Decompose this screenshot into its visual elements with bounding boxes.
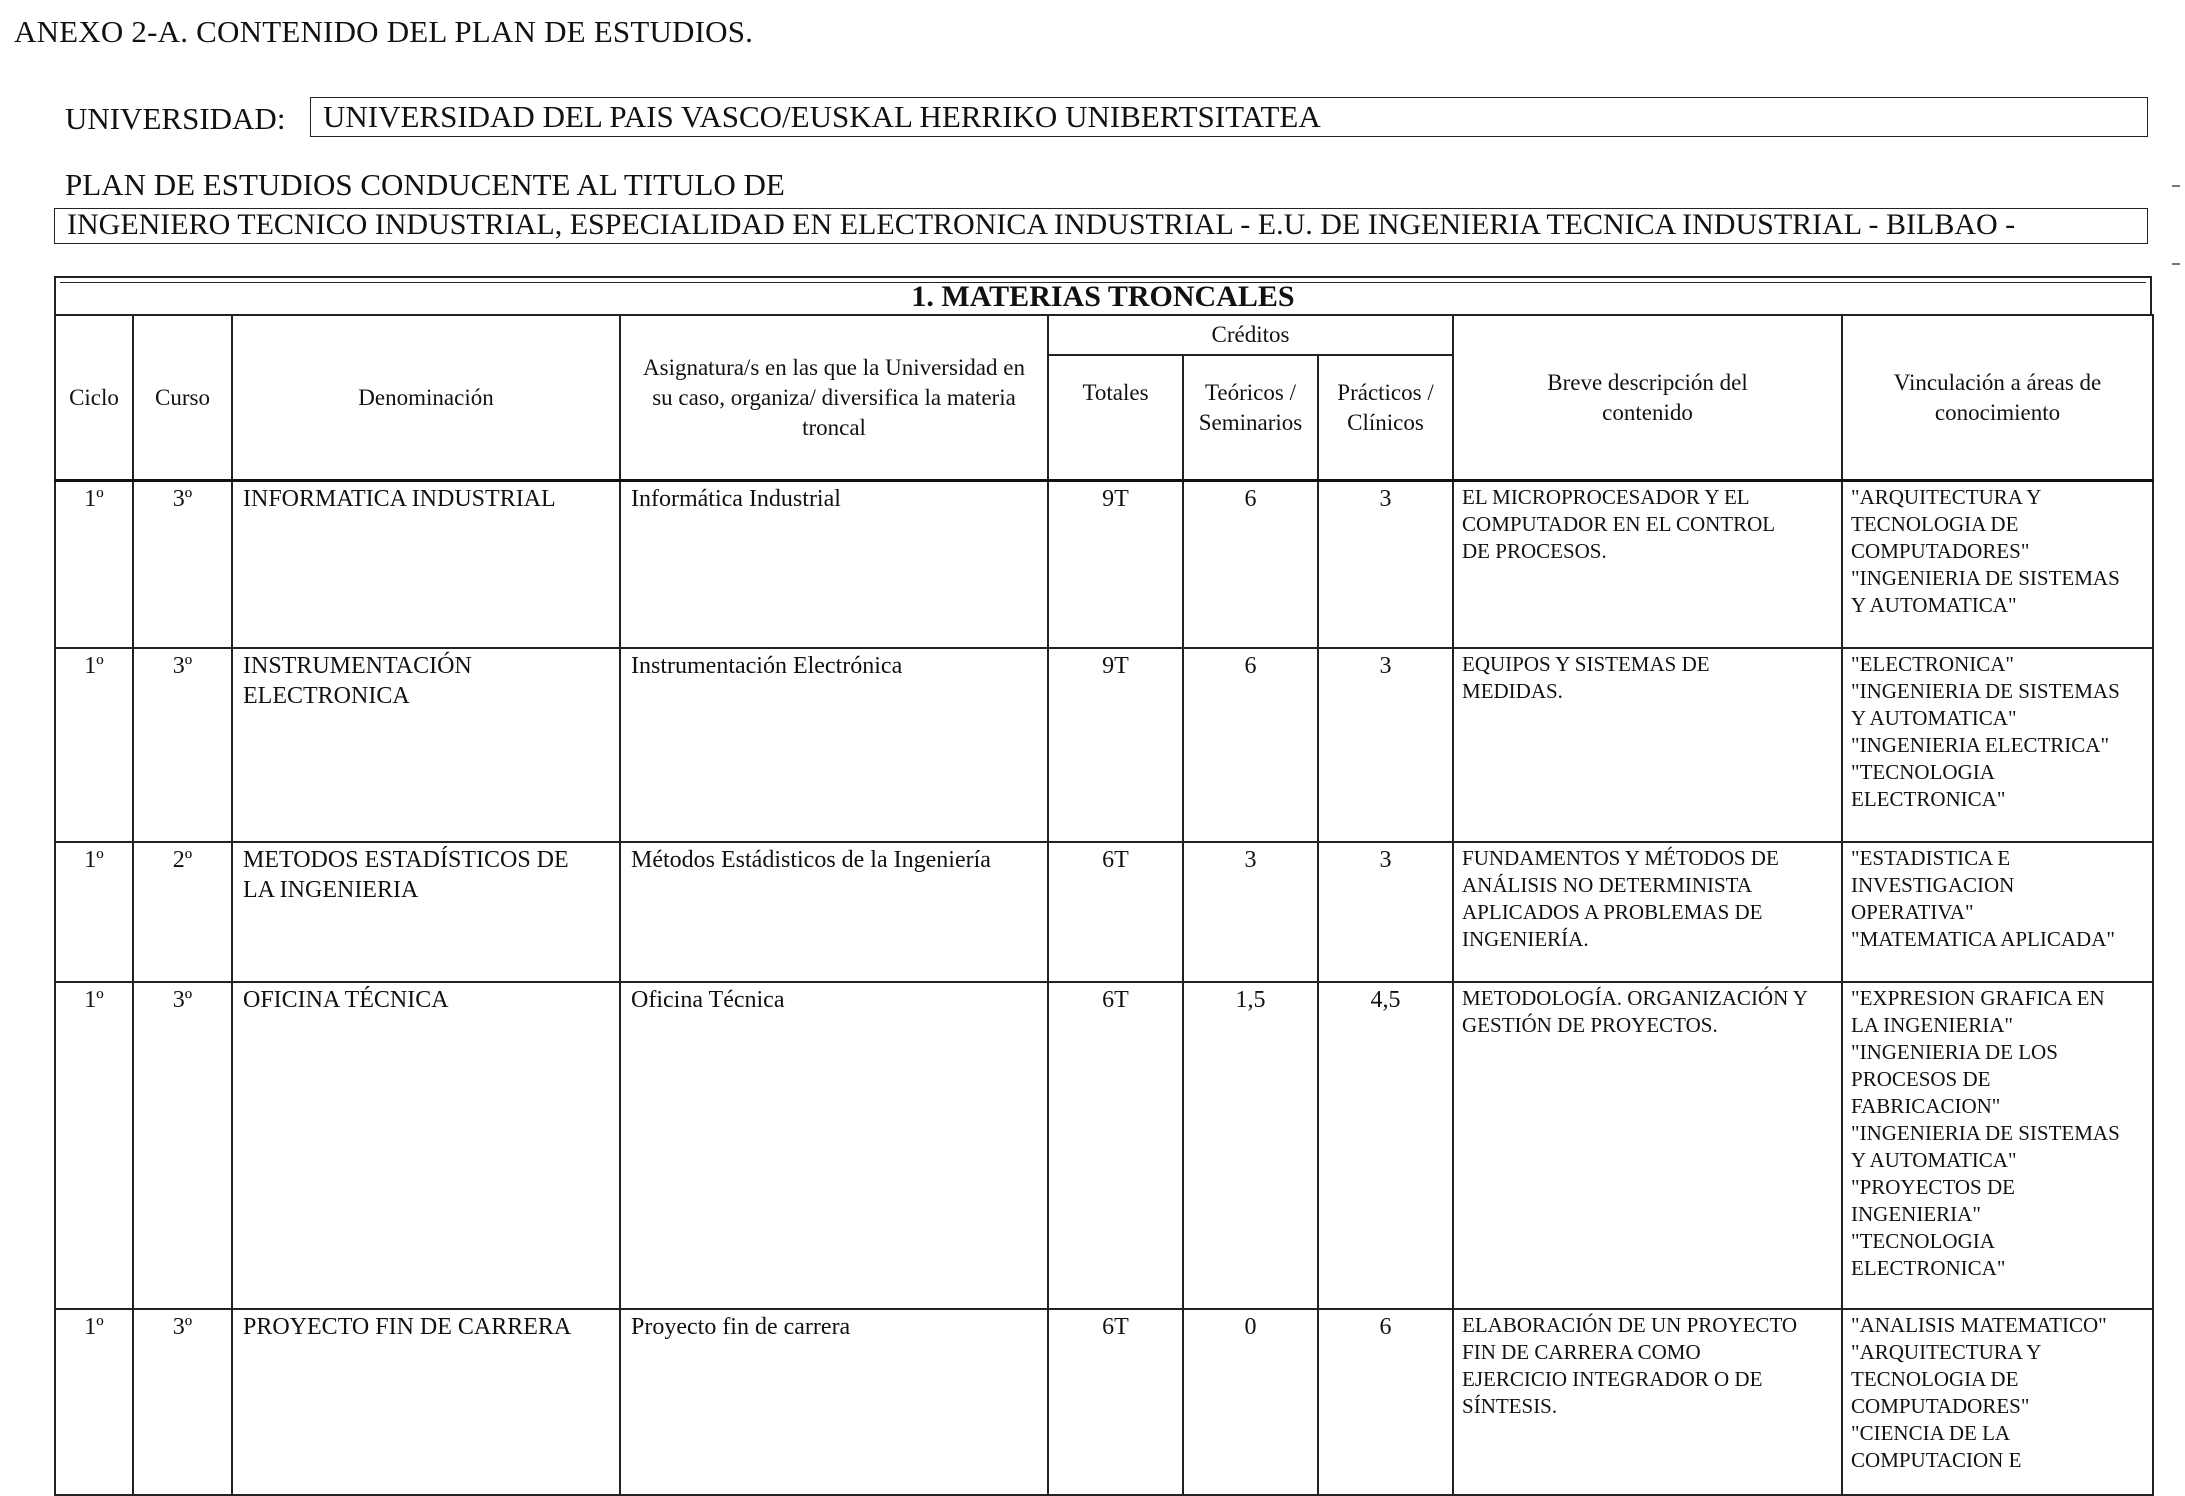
cell-teoricos: 6 xyxy=(1183,481,1318,649)
cell-curso: 2º xyxy=(133,842,232,982)
header-creditos: Créditos xyxy=(1048,315,1453,355)
table-row xyxy=(55,481,2153,649)
cell-vinculacion: "ARQUITECTURA Y TECNOLOGIA DE COMPUTADORES" "INGENIERIA DE SISTEMAS Y AUTOMATICA" xyxy=(1842,481,2153,649)
cell-practicos: 3 xyxy=(1318,648,1453,842)
margin-mark xyxy=(2172,185,2180,187)
table-row xyxy=(55,842,2153,982)
cell-teoricos: 1,5 xyxy=(1183,982,1318,1309)
margin-mark xyxy=(2172,263,2180,265)
cell-descripcion: EQUIPOS Y SISTEMAS DE MEDIDAS. xyxy=(1453,648,1842,842)
header-vinculacion: Vinculación a áreas de conocimiento xyxy=(1842,315,2153,481)
cell-curso: 3º xyxy=(133,1309,232,1495)
cell-denominacion: INFORMATICA INDUSTRIAL xyxy=(232,481,620,649)
cell-totales: 6T xyxy=(1048,842,1183,982)
cell-vinculacion: "ESTADISTICA E INVESTIGACION OPERATIVA" "MATEMATICA APLICADA" xyxy=(1842,842,2153,982)
cell-totales: 6T xyxy=(1048,982,1183,1309)
header-denominacion: Denominación xyxy=(232,315,620,481)
header-descripcion: Breve descripción del contenido xyxy=(1453,315,1842,481)
cell-ciclo: 1º xyxy=(55,982,133,1309)
cell-practicos: 6 xyxy=(1318,1309,1453,1495)
cell-teoricos: 6 xyxy=(1183,648,1318,842)
cell-ciclo: 1º xyxy=(55,842,133,982)
cell-ciclo: 1º xyxy=(55,1309,133,1495)
header-totales: Totales xyxy=(1048,355,1183,481)
cell-asignatura: Proyecto fin de carrera xyxy=(620,1309,1048,1495)
cell-asignatura: Informática Industrial xyxy=(620,481,1048,649)
cell-curso: 3º xyxy=(133,982,232,1309)
curriculum-table xyxy=(54,314,2154,1496)
cell-practicos: 4,5 xyxy=(1318,982,1453,1309)
universidad-row xyxy=(65,98,293,140)
header-curso: Curso xyxy=(133,315,232,481)
cell-vinculacion: "ANALISIS MATEMATICO" "ARQUITECTURA Y TECNOLOGIA DE COMPUTADORES" "CIENCIA DE LA COMPUTACION E xyxy=(1842,1309,2153,1495)
universidad-label: UNIVERSIDAD: xyxy=(65,101,286,136)
universidad-value: UNIVERSIDAD DEL PAIS VASCO/EUSKAL HERRIKO UNIBERTSITATEA xyxy=(310,97,2148,137)
cell-denominacion: INSTRUMENTACIÓN ELECTRONICA xyxy=(232,648,620,842)
header-asignatura: Asignatura/s en las que la Universidad en su caso, organiza/ diversifica la materia troncal xyxy=(620,315,1048,481)
cell-asignatura: Instrumentación Electrónica xyxy=(620,648,1048,842)
cell-totales: 9T xyxy=(1048,481,1183,649)
materias-troncales-table xyxy=(54,276,2152,1496)
cell-teoricos: 0 xyxy=(1183,1309,1318,1495)
cell-denominacion: OFICINA TÉCNICA xyxy=(232,982,620,1309)
cell-asignatura: Oficina Técnica xyxy=(620,982,1048,1309)
header-ciclo: Ciclo xyxy=(55,315,133,481)
cell-curso: 3º xyxy=(133,648,232,842)
plan-label: PLAN DE ESTUDIOS CONDUCENTE AL TITULO DE xyxy=(65,167,785,202)
header-teoricos: Teóricos / Seminarios xyxy=(1183,355,1318,481)
cell-ciclo: 1º xyxy=(55,648,133,842)
header-practicos: Prácticos / Clínicos xyxy=(1318,355,1453,481)
cell-ciclo: 1º xyxy=(55,481,133,649)
table-row xyxy=(55,1309,2153,1495)
cell-totales: 6T xyxy=(1048,1309,1183,1495)
cell-denominacion: PROYECTO FIN DE CARRERA xyxy=(232,1309,620,1495)
cell-curso: 3º xyxy=(133,481,232,649)
cell-practicos: 3 xyxy=(1318,842,1453,982)
table-row xyxy=(55,648,2153,842)
annex-title: ANEXO 2-A. CONTENIDO DEL PLAN DE ESTUDIOS. xyxy=(14,14,754,49)
table-row xyxy=(55,982,2153,1309)
cell-practicos: 3 xyxy=(1318,481,1453,649)
cell-descripcion: EL MICROPROCESADOR Y EL COMPUTADOR EN EL CONTROL DE PROCESOS. xyxy=(1453,481,1842,649)
cell-descripcion: METODOLOGÍA. ORGANIZACIÓN Y GESTIÓN DE PROYECTOS. xyxy=(1453,982,1842,1309)
cell-denominacion: METODOS ESTADÍSTICOS DE LA INGENIERIA xyxy=(232,842,620,982)
cell-descripcion: FUNDAMENTOS Y MÉTODOS DE ANÁLISIS NO DETERMINISTA APLICADOS A PROBLEMAS DE INGENIERÍA. xyxy=(1453,842,1842,982)
cell-totales: 9T xyxy=(1048,648,1183,842)
cell-vinculacion: "EXPRESION GRAFICA EN LA INGENIERIA" "INGENIERIA DE LOS PROCESOS DE FABRICACION" "INGENIERIA DE SISTEMAS Y AUTOMATICA" "PROYECTOS DE INGENIERIA" "TECNOLOGIA ELECTRONICA" xyxy=(1842,982,2153,1309)
table-title: 1. MATERIAS TRONCALES xyxy=(54,276,2152,314)
cell-vinculacion: "ELECTRONICA" "INGENIERIA DE SISTEMAS Y AUTOMATICA" "INGENIERIA ELECTRICA" "TECNOLOGIA ELECTRONICA" xyxy=(1842,648,2153,842)
titulo-value: INGENIERO TECNICO INDUSTRIAL, ESPECIALIDAD EN ELECTRONICA INDUSTRIAL - E.U. DE INGENIERIA TECNICA INDUSTRIAL - BILBAO - xyxy=(54,208,2148,244)
cell-descripcion: ELABORACIÓN DE UN PROYECTO FIN DE CARRERA COMO EJERCICIO INTEGRADOR O DE SÍNTESIS. xyxy=(1453,1309,1842,1495)
cell-asignatura: Métodos Estádisticos de la Ingeniería xyxy=(620,842,1048,982)
cell-teoricos: 3 xyxy=(1183,842,1318,982)
